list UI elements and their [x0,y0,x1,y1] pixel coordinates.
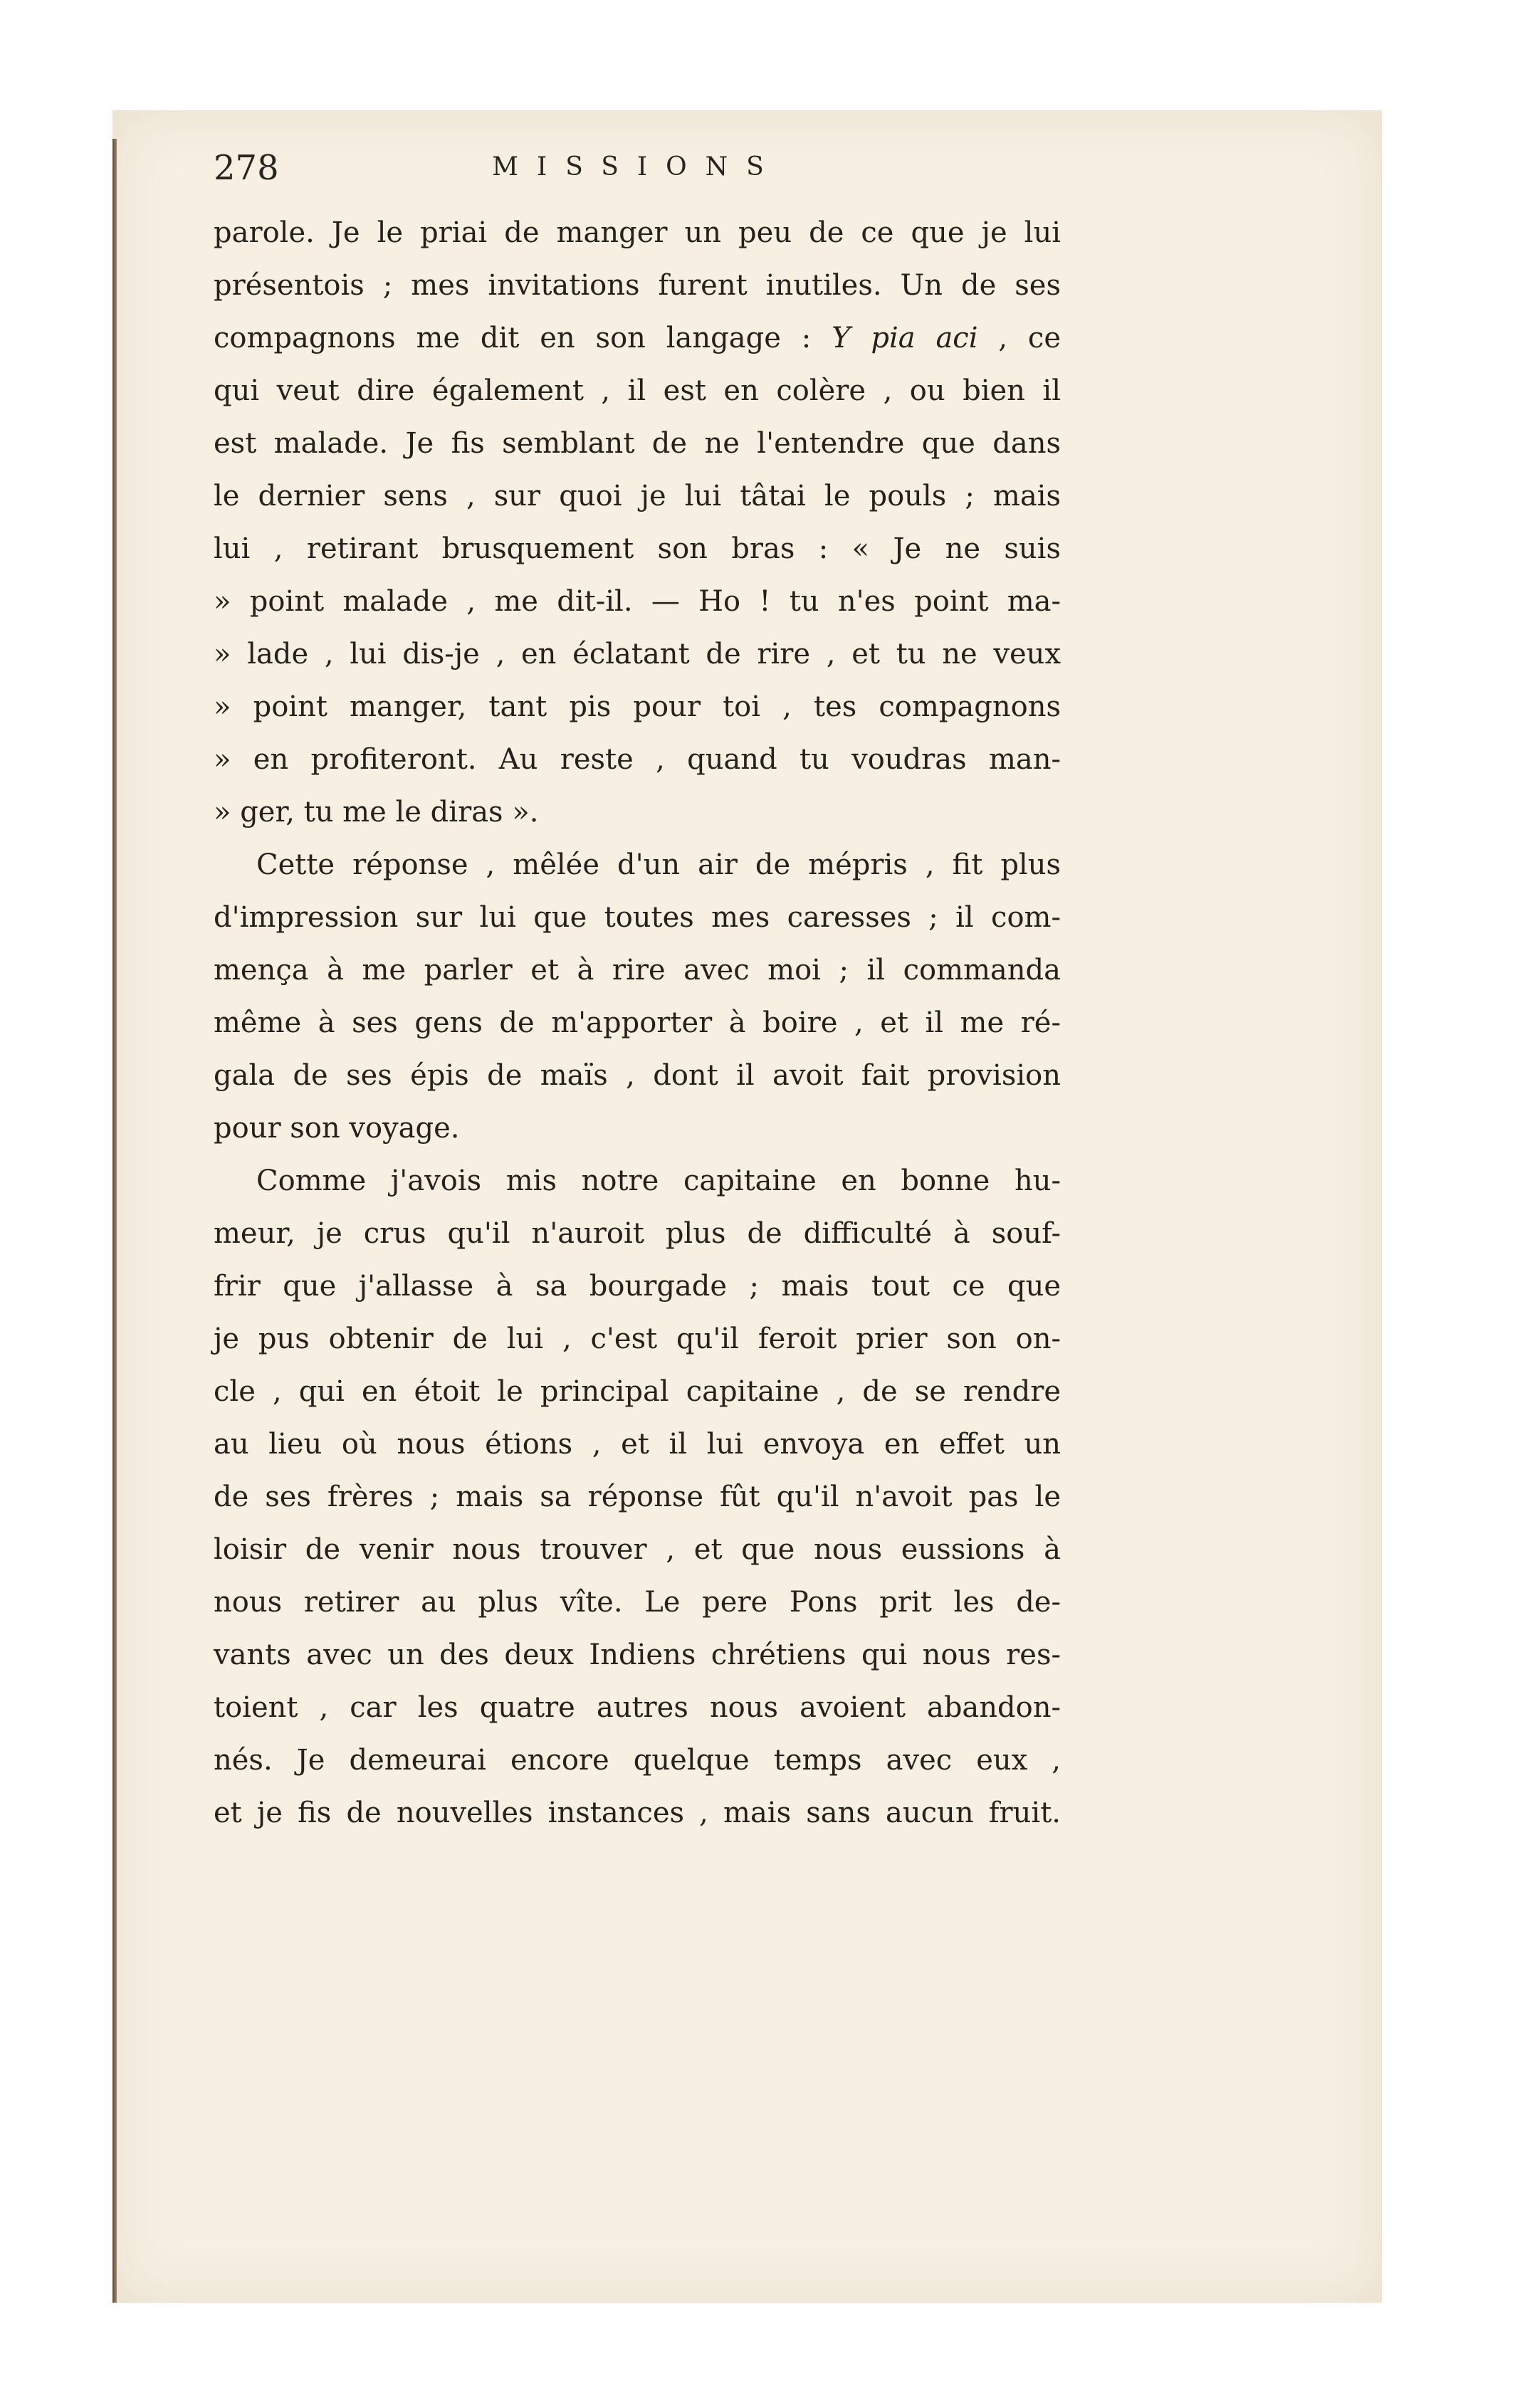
text-line: toient , car les quatre autres nous avoient abandon- [214,1691,1061,1724]
text-line: meur, je crus qu'il n'auroit plus de difficulté à souf- [214,1217,1061,1250]
text-line: Cette réponse , mêlée d'un air de mépris , fit plus [256,848,1061,881]
text-line: parole. Je le priai de manger un peu de ce que je lui [214,216,1061,249]
text-line: est malade. Je fis semblant de ne l'entendre que dans [214,427,1061,460]
text-line: » lade , lui dis-je , en éclatant de rire , et tu ne veux [214,638,1061,671]
text-line: au lieu où nous étions , et il lui envoya en effet un [214,1428,1061,1461]
text-line: » point malade , me dit-il. — Ho ! tu n'es point ma- [214,585,1061,618]
text-line: gala de ses épis de maïs , dont il avoit fait provision [214,1059,1061,1092]
text-line: je pus obtenir de lui , c'est qu'il feroit prier son on- [214,1323,1061,1355]
text-line: le dernier sens , sur quoi je lui tâtai le pouls ; mais [214,480,1061,512]
text-line: nous retirer au plus vîte. Le pere Pons prit les de- [214,1586,1061,1619]
paragraph-1 [214,206,1061,838]
text-line: loisir de venir nous trouver , et que nous eussions à [214,1533,1061,1566]
text-line: lui , retirant brusquement son bras : « Je ne suis [214,532,1061,565]
text-line: Comme j'avois mis notre capitaine en bonne hu- [256,1164,1061,1197]
text-line: pour son voyage. [214,1112,460,1145]
text-line: de ses frères ; mais sa réponse fût qu'il n'avoit pas le [214,1481,1061,1513]
text-line: et je fis de nouvelles instances , mais sans aucun fruit. [214,1797,1061,1829]
text-line: d'impression sur lui que toutes mes caresses ; il com- [214,901,1061,934]
text-line: vants avec un des deux Indiens chrétiens qui nous res- [214,1639,1061,1671]
text-line: nés. Je demeurai encore quelque temps avec eux , [214,1744,1061,1777]
text-line: » en profiteront. Au reste , quand tu voudras man- [214,743,1061,776]
binding-edge [112,139,117,2303]
page-number: 278 [214,148,279,188]
text-line: compagnons me dit en son langage : Y pia aci , ce [214,322,1061,354]
text-line: cle , qui en étoit le principal capitaine , de se rendre [214,1375,1061,1408]
page-header [214,142,1061,192]
text-line: qui veut dire également , il est en colère , ou bien il [214,374,1061,407]
text-line: présentois ; mes invitations furent inutiles. Un de ses [214,269,1061,302]
text-line: frir que j'allasse à sa bourgade ; mais tout ce que [214,1270,1061,1303]
paragraph-2 [214,838,1061,1155]
text-body [214,206,1061,1839]
text-line: mença à me parler et à rire avec moi ; il commanda [214,954,1061,987]
text-line: même à ses gens de m'apporter à boire , et il me ré- [214,1006,1061,1039]
text-line: » ger, tu me le diras ». [214,796,539,829]
running-head: MISSIONS [492,152,782,182]
text-line: » point manger, tant pis pour toi , tes compagnons [214,690,1061,723]
paragraph-3 [214,1155,1061,1839]
italic-phrase: Y pia aci [832,322,978,354]
